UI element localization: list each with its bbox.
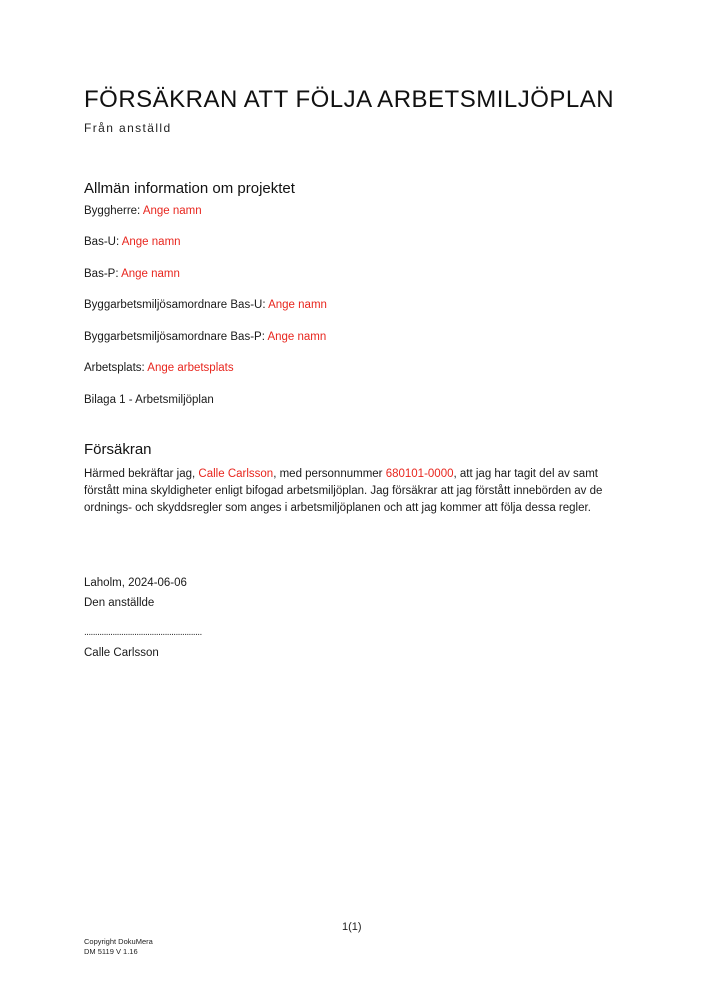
field-label: Bas-U: <box>84 236 120 248</box>
field-byggherre <box>84 205 202 217</box>
field-value: Ange namn <box>121 236 181 248</box>
field-value: Ange namn <box>121 268 180 280</box>
footer-copyright: Copyright DokuMera <box>84 937 153 946</box>
field-label: Arbetsplats: <box>84 362 145 374</box>
footer-doc-id: DM 5119 V 1.16 <box>84 947 138 956</box>
field-label: Byggarbetsmiljösamordnare Bas-P: <box>84 331 265 343</box>
page-number: 1(1) <box>342 921 362 933</box>
field-label: Byggarbetsmiljösamordnare Bas-U: <box>84 299 266 311</box>
field-samordnare-bas-p <box>84 331 326 343</box>
personal-number: 680101-0000 <box>385 468 454 480</box>
field-value: Ange arbetsplats <box>147 362 234 374</box>
declaration-heading: Försäkran <box>84 441 152 458</box>
field-label: Byggherre: <box>84 205 141 217</box>
field-samordnare-bas-u <box>84 299 327 311</box>
attachment-line: Bilaga 1 - Arbetsmiljöplan <box>84 394 214 406</box>
field-arbetsplats <box>84 362 234 374</box>
field-value: Ange namn <box>268 299 327 311</box>
declaration-paragraph <box>84 466 629 517</box>
field-value: Ange namn <box>267 331 327 343</box>
declarant-name: Calle Carlsson <box>198 468 274 480</box>
signature-line: ...................................................... <box>84 627 202 638</box>
signature-role: Den anställde <box>84 597 155 609</box>
field-value: Ange namn <box>142 205 202 217</box>
place-date: Laholm, 2024-06-06 <box>84 577 187 589</box>
field-bas-u <box>84 236 181 248</box>
declaration-text-1: Härmed bekräftar jag, <box>84 468 196 480</box>
declaration-text-3: , att jag har tagit del av samt förstått mina skyldigheter enligt bifogad arbetsmiljöplan. Jag försäkrar att jag förstått innebörden av de ordnings- och skyddsregler som anges i arbetsmiljöplanen och att jag kommer att följa dessa regler. <box>84 468 603 514</box>
document-title: FÖRSÄKRAN ATT FÖLJA ARBETSMILJÖPLAN <box>84 86 615 113</box>
general-info-heading: Allmän information om projektet <box>84 180 295 197</box>
document-subtitle: Från anställd <box>84 121 172 135</box>
field-bas-p <box>84 268 180 280</box>
signature-name: Calle Carlsson <box>84 647 159 659</box>
declaration-text-2: , med personnummer <box>273 468 383 480</box>
field-label: Bas-P: <box>84 268 119 280</box>
